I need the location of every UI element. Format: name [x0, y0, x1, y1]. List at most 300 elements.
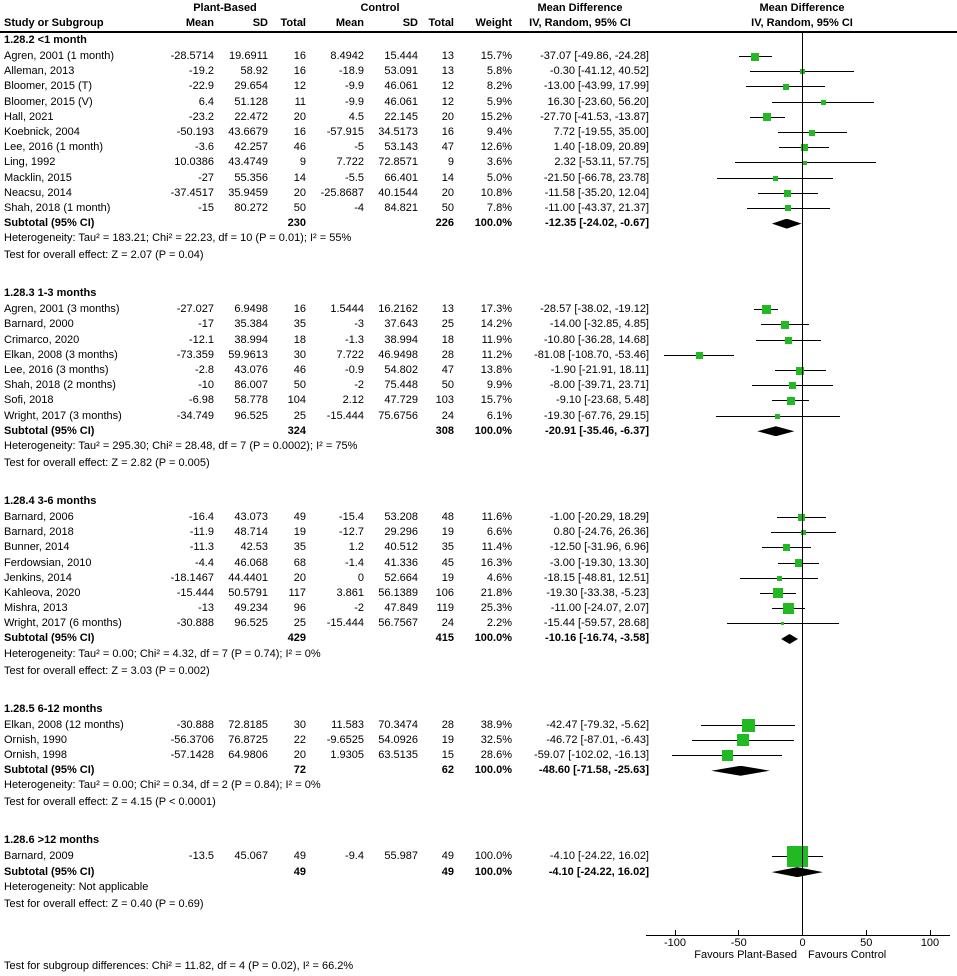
pb-mean: -12.1	[188, 333, 214, 346]
pb-total: 14	[293, 171, 306, 184]
pb-sd: 35.9459	[228, 186, 268, 199]
subtotal-weight: 100.0%	[474, 764, 512, 777]
axis-tick	[930, 930, 931, 936]
method-header-text-col: IV, Random, 95% CI	[529, 17, 631, 29]
control-mean: 7.722	[336, 348, 364, 361]
pb-mean: -34.749	[176, 409, 214, 422]
pb-sd: 44.4401	[228, 571, 268, 584]
md-ci-text: -11.00 [-43.37, 21.37]	[544, 201, 649, 214]
control-mean: -25.8687	[320, 186, 364, 199]
study-row	[0, 601, 957, 616]
subtotal-label: Subtotal (95% CI)	[4, 424, 95, 437]
section-title: 1.28.6 >12 months	[4, 834, 100, 847]
pb-sd: 76.8725	[228, 733, 268, 746]
effect-marker	[773, 176, 778, 181]
control-mean: -18.9	[338, 65, 364, 78]
md-ci-text: -19.30 [-67.76, 29.15]	[543, 409, 649, 422]
md-ci-text: -37.07 [-49.86, -24.28]	[540, 50, 649, 62]
pb-mean: 6.4	[198, 95, 214, 108]
overall-effect-row	[0, 795, 957, 812]
control-total: 13	[441, 303, 454, 316]
subtotal-row	[0, 216, 957, 231]
control-sd: 47.849	[384, 602, 418, 615]
pb-total: 117	[288, 586, 306, 599]
pb-sd: 96.525	[234, 409, 268, 422]
weight-value: 11.6%	[481, 510, 512, 523]
weight-value: 4.6%	[486, 571, 512, 584]
forest-rows	[0, 33, 957, 914]
section-title: 1.28.5 6-12 months	[4, 702, 103, 715]
control-total: 20	[441, 186, 454, 199]
study-row	[0, 393, 957, 408]
pb-mean: -28.5714	[170, 50, 214, 62]
pb-sd: 48.714	[234, 526, 268, 539]
study-name: Crimarco, 2020	[4, 333, 80, 346]
control-sd: 75.448	[384, 379, 418, 392]
control-total: 49	[441, 850, 454, 863]
section-title-row	[0, 494, 957, 510]
weight-value: 21.8%	[480, 586, 512, 599]
control-sd: 66.401	[384, 171, 418, 184]
effect-header-text-col: Mean Difference	[537, 2, 623, 14]
overall-effect-text: Test for overall effect: Z = 4.15 (P < 0.0001)	[4, 796, 216, 809]
study-name: Barnard, 2018	[4, 526, 74, 539]
subtotal-pb-total: 49	[293, 865, 306, 878]
subtotal-weight: 100.0%	[474, 632, 512, 645]
control-sd: 63.5135	[378, 749, 418, 761]
control-total: 18	[441, 333, 454, 346]
pb-mean: -10	[198, 379, 214, 392]
pb-total: 20	[293, 186, 306, 199]
subtotal-pb-total: 429	[287, 632, 306, 645]
md-ci-text: 7.72 [-19.55, 35.00]	[553, 125, 649, 138]
pb-sd: 50.5791	[228, 586, 268, 599]
study-name: Lee, 2016 (1 month)	[4, 141, 104, 154]
study-name: Agren, 2001 (3 months)	[4, 303, 120, 316]
control-total: 24	[441, 409, 454, 422]
pb-mean: -37.4517	[170, 186, 214, 199]
control-sd-header: SD	[402, 17, 418, 29]
pb-sd: 55.356	[234, 171, 268, 184]
md-ci-text: -42.47 [-79.32, -5.62]	[546, 718, 649, 731]
control-total: 50	[441, 201, 454, 214]
control-mean: 7.722	[336, 156, 364, 169]
effect-marker	[784, 190, 791, 197]
control-sd: 41.336	[384, 556, 418, 569]
weight-header: Weight	[475, 17, 512, 29]
overall-effect-row	[0, 248, 957, 265]
section-spacer	[0, 681, 957, 702]
study-column-header: Study or Subgroup	[4, 17, 104, 29]
pb-mean: -3.6	[195, 141, 214, 154]
pb-mean: -50.193	[176, 125, 214, 138]
control-total: 50	[441, 379, 454, 392]
study-name: Mishra, 2013	[4, 602, 68, 615]
pb-total: 16	[293, 50, 306, 62]
subtotal-control-total: 415	[435, 632, 454, 645]
control-sd: 75.6756	[378, 409, 418, 422]
axis-tick-label: 50	[860, 936, 873, 949]
subtotal-md-ci-text: -10.16 [-16.74, -3.58]	[545, 632, 649, 645]
pb-total: 19	[293, 526, 306, 539]
weight-value: 6.6%	[486, 526, 512, 539]
control-mean: -5.5	[345, 171, 364, 184]
study-name: Agren, 2001 (1 month)	[4, 50, 115, 62]
study-name: Ling, 1992	[4, 156, 56, 169]
effect-marker	[696, 352, 703, 359]
section-title: 1.28.2 <1 month	[4, 34, 87, 46]
pb-mean: -11.9	[189, 526, 214, 539]
subtotal-diamond	[772, 867, 823, 877]
study-name: Neacsu, 2014	[4, 186, 72, 199]
md-ci-text: -3.00 [-19.30, 13.30]	[549, 556, 649, 569]
study-name: Barnard, 2006	[4, 510, 74, 523]
pb-total: 30	[293, 348, 306, 361]
heterogeneity-row	[0, 778, 957, 795]
pb-total: 9	[299, 156, 306, 169]
control-mean: -5	[354, 141, 364, 154]
study-row	[0, 733, 957, 748]
md-ci-text: -8.00 [-39.71, 23.71]	[549, 379, 649, 392]
weight-value: 9.9%	[486, 379, 512, 392]
pb-mean: -13	[198, 602, 214, 615]
pb-sd: 96.525	[234, 617, 268, 630]
section-title: 1.28.3 1-3 months	[4, 287, 97, 300]
control-sd: 29.296	[384, 526, 418, 539]
heterogeneity-text: Heterogeneity: Tau² = 0.00; Chi² = 4.32, df = 7 (P = 0.74); I² = 0%	[4, 647, 321, 660]
control-total: 19	[441, 571, 454, 584]
study-row	[0, 140, 957, 155]
control-mean: -12.7	[338, 526, 364, 539]
study-row	[0, 363, 957, 378]
pb-total: 18	[293, 333, 306, 346]
study-name: Macklin, 2015	[4, 171, 72, 184]
control-mean: 0	[357, 571, 364, 584]
study-row	[0, 64, 957, 79]
md-ci-text: 16.30 [-23.60, 56.20]	[547, 95, 649, 108]
overall-effect-row	[0, 664, 957, 681]
control-total: 12	[441, 80, 454, 93]
weight-value: 12.6%	[480, 141, 512, 154]
pb-mean: -27.027	[176, 303, 214, 316]
subtotal-row	[0, 865, 957, 880]
pb-sd: 51.128	[234, 95, 268, 108]
study-row	[0, 155, 957, 170]
section-title-row	[0, 702, 957, 718]
study-row	[0, 586, 957, 601]
control-mean: -2	[354, 602, 364, 615]
effect-marker	[737, 734, 749, 746]
control-sd: 40.1544	[378, 186, 418, 199]
pb-mean: -17	[198, 318, 214, 331]
study-name: Hall, 2021	[4, 110, 54, 123]
section-title-row	[0, 33, 957, 49]
study-row	[0, 510, 957, 525]
weight-value: 8.2%	[486, 80, 512, 93]
weight-value: 7.8%	[486, 201, 512, 214]
overall-effect-text: Test for overall effect: Z = 0.40 (P = 0.69)	[4, 897, 204, 910]
effect-marker	[781, 622, 784, 625]
pb-mean: -11.3	[189, 541, 214, 554]
pb-sd: 19.6911	[229, 50, 268, 62]
favours-left-label: Favours Plant-Based	[694, 948, 797, 961]
subtotal-row	[0, 424, 957, 439]
heterogeneity-row	[0, 231, 957, 248]
effect-marker	[751, 53, 759, 61]
pb-total: 35	[293, 541, 306, 554]
axis-tick-label: -50	[730, 936, 747, 949]
pb-total: 30	[293, 718, 306, 731]
pb-sd: 80.272	[234, 201, 268, 214]
pb-sd: 6.9498	[234, 303, 268, 316]
weight-value: 100.0%	[474, 850, 512, 863]
pb-sd: 22.472	[234, 110, 268, 123]
heterogeneity-text: Heterogeneity: Not applicable	[4, 880, 149, 893]
pb-total: 11	[294, 95, 306, 108]
study-name: Barnard, 2009	[4, 850, 74, 863]
effect-marker	[722, 750, 733, 761]
control-sd: 52.664	[384, 571, 418, 584]
control-total: 19	[441, 526, 454, 539]
pb-sd: 59.9613	[228, 348, 268, 361]
effect-marker	[763, 113, 771, 121]
control-total: 24	[441, 617, 454, 630]
weight-value: 5.0%	[486, 171, 512, 184]
md-ci-text: -12.50 [-31.96, 6.96]	[549, 541, 649, 554]
control-total: 20	[441, 110, 454, 123]
md-ci-text: -9.10 [-23.68, 5.48]	[556, 394, 649, 407]
zero-reference-line	[802, 33, 803, 935]
control-total: 13	[441, 50, 454, 62]
subtotal-pb-total: 72	[293, 764, 306, 777]
pb-mean: -23.2	[188, 110, 214, 123]
x-axis	[0, 914, 957, 961]
control-sd: 53.143	[384, 141, 418, 154]
study-row	[0, 556, 957, 571]
study-row	[0, 378, 957, 393]
pb-mean: -15.444	[176, 586, 214, 599]
weight-value: 15.7%	[480, 50, 512, 62]
pb-mean: 10.0386	[174, 156, 214, 169]
effect-marker	[762, 305, 771, 314]
study-row	[0, 302, 957, 317]
md-ci-text: -59.07 [-102.02, -16.13]	[534, 749, 649, 761]
subtotal-weight: 100.0%	[474, 217, 512, 230]
study-row	[0, 348, 957, 363]
pb-total: 22	[293, 733, 306, 746]
control-mean: -4	[354, 201, 364, 214]
control-sd: 40.512	[384, 541, 418, 554]
md-ci-text: -28.57 [-38.02, -19.12]	[540, 303, 649, 316]
axis-tick	[866, 930, 867, 936]
pb-total: 25	[293, 617, 306, 630]
axis-tick	[675, 930, 676, 936]
control-sd: 16.2162	[378, 303, 418, 316]
control-mean: 4.5	[348, 110, 364, 123]
section-spacer	[0, 473, 957, 494]
heterogeneity-text: Heterogeneity: Tau² = 0.00; Chi² = 0.34, df = 2 (P = 0.84); I² = 0%	[4, 779, 321, 792]
pb-total: 50	[293, 201, 306, 214]
weight-value: 16.3%	[480, 556, 512, 569]
pb-sd: 58.778	[234, 394, 268, 407]
weight-value: 14.2%	[480, 318, 512, 331]
study-name: Bunner, 2014	[4, 541, 70, 554]
pb-mean: -6.98	[188, 394, 214, 407]
control-sd: 53.208	[384, 510, 418, 523]
md-ci-text: -81.08 [-108.70, -53.46]	[534, 348, 649, 361]
group1-header: Plant-Based	[193, 2, 257, 14]
control-total: 47	[441, 141, 454, 154]
group2-header: Control	[360, 2, 400, 14]
section-title: 1.28.4 3-6 months	[4, 494, 97, 507]
study-name: Kahleova, 2020	[4, 586, 81, 599]
control-mean: -15.444	[326, 409, 364, 422]
study-name: Barnard, 2000	[4, 318, 74, 331]
md-ci-text: -10.80 [-36.28, 14.68]	[543, 333, 649, 346]
study-row	[0, 125, 957, 140]
md-ci-text: -1.90 [-21.91, 18.11]	[550, 364, 649, 376]
study-name: Shah, 2018 (1 month)	[4, 201, 111, 214]
weight-value: 10.8%	[480, 186, 512, 199]
pb-sd: 72.8185	[228, 718, 268, 731]
control-total: 19	[441, 733, 454, 746]
pb-sd: 42.53	[240, 541, 268, 554]
weight-value: 11.9%	[481, 333, 512, 346]
md-ci-text: 0.80 [-24.76, 26.36]	[553, 526, 649, 539]
control-total: 15	[441, 749, 454, 761]
pb-sd: 43.076	[234, 364, 268, 376]
study-row	[0, 748, 957, 763]
control-total: 28	[441, 718, 454, 731]
control-sd: 37.643	[384, 318, 418, 331]
study-row	[0, 540, 957, 555]
effect-marker	[742, 719, 755, 732]
pb-mean: -30.888	[176, 617, 214, 630]
effect-marker	[783, 603, 794, 614]
weight-value: 28.6%	[480, 749, 512, 761]
effect-marker	[809, 130, 815, 136]
weight-value: 17.3%	[480, 303, 512, 316]
weight-value: 32.5%	[480, 733, 512, 746]
md-ci-text: -14.00 [-32.85, 4.85]	[549, 318, 649, 331]
subtotal-pb-total: 230	[287, 217, 306, 230]
pb-mean: -57.1428	[170, 749, 214, 761]
control-sd: 56.7567	[378, 617, 418, 630]
study-name: Shah, 2018 (2 months)	[4, 379, 116, 392]
pb-mean-header: Mean	[185, 17, 214, 29]
control-sd: 22.145	[384, 110, 418, 123]
control-mean: 11.583	[331, 718, 364, 731]
control-sd: 55.987	[384, 850, 418, 863]
study-row	[0, 79, 957, 94]
md-ci-text: -4.10 [-24.22, 16.02]	[549, 850, 649, 863]
control-mean: 2.12	[342, 394, 364, 407]
md-ci-text: -18.15 [-48.81, 12.51]	[543, 571, 649, 584]
md-ci-text: -27.70 [-41.53, -13.87]	[540, 110, 649, 123]
header-group-row	[0, 0, 957, 16]
control-sd: 47.729	[384, 394, 418, 407]
control-total: 47	[441, 364, 454, 376]
control-total: 28	[441, 348, 454, 361]
subtotal-diamond	[772, 219, 802, 229]
control-sd: 46.061	[384, 80, 418, 93]
pb-sd: 42.257	[234, 141, 268, 154]
study-row	[0, 201, 957, 216]
study-name: Ferdowsian, 2010	[4, 556, 92, 569]
weight-value: 11.2%	[481, 348, 512, 361]
pb-mean: -30.888	[176, 718, 214, 731]
effect-marker	[785, 205, 791, 211]
study-row	[0, 317, 957, 332]
study-row	[0, 110, 957, 125]
pb-total: 46	[293, 364, 306, 376]
heterogeneity-text: Heterogeneity: Tau² = 183.21; Chi² = 22.23, df = 10 (P = 0.01); I² = 55%	[4, 232, 352, 245]
control-mean: -1.4	[345, 556, 364, 569]
pb-sd: 64.9806	[228, 749, 268, 761]
subtotal-md-ci-text: -4.10 [-24.22, 16.02]	[548, 865, 649, 878]
subtotal-diamond	[781, 634, 798, 644]
subgroup-differences-note: Test for subgroup differences: Chi² = 11.82, df = 4 (P = 0.02), I² = 66.2%	[4, 959, 354, 972]
weight-value: 38.9%	[480, 718, 512, 731]
study-name: Jenkins, 2014	[4, 571, 72, 584]
subtotal-md-ci-text: -48.60 [-71.58, -25.63]	[538, 764, 649, 777]
pb-total: 25	[293, 409, 306, 422]
axis-tick-label: -100	[663, 936, 687, 949]
section-title-row	[0, 833, 957, 849]
control-mean: -1.3	[345, 333, 364, 346]
heterogeneity-row	[0, 647, 957, 664]
subtotal-control-total: 226	[435, 217, 454, 230]
effect-marker	[775, 414, 780, 419]
subtotal-label: Subtotal (95% CI)	[4, 217, 95, 230]
md-ci-text: -11.00 [-24.07, 2.07]	[550, 602, 649, 615]
study-row	[0, 186, 957, 201]
subtotal-label: Subtotal (95% CI)	[4, 632, 95, 645]
effect-marker	[783, 84, 789, 90]
study-row	[0, 525, 957, 540]
control-mean: -57.915	[326, 125, 364, 138]
heterogeneity-row	[0, 439, 957, 456]
md-ci-text: -11.58 [-35.20, 12.04]	[544, 186, 649, 199]
study-name: Ornish, 1998	[4, 749, 67, 761]
overall-effect-text: Test for overall effect: Z = 2.07 (P = 0.04)	[4, 249, 204, 262]
axis-tick	[738, 930, 739, 936]
control-sd: 72.8571	[378, 156, 418, 169]
effect-marker	[781, 321, 789, 329]
md-ci-text: -13.00 [-43.99, 17.99]	[543, 80, 649, 93]
study-row	[0, 616, 957, 631]
control-mean: 1.5444	[330, 303, 364, 316]
control-mean: -9.6525	[326, 733, 364, 746]
method-header-plot-col: IV, Random, 95% CI	[751, 17, 853, 29]
pb-sd: 43.4749	[228, 156, 268, 169]
favours-right-label: Favours Control	[808, 948, 887, 961]
control-mean: -15.4	[338, 510, 364, 523]
heterogeneity-row	[0, 880, 957, 897]
subtotal-diamond	[711, 766, 770, 776]
control-mean: 1.2	[348, 541, 364, 554]
pb-mean: -16.4	[188, 510, 214, 523]
effect-header-plot-col: Mean Difference	[759, 2, 845, 14]
control-sd: 34.5173	[378, 125, 418, 138]
subtotal-weight: 100.0%	[474, 865, 512, 878]
control-mean: -0.9	[345, 364, 364, 376]
control-sd: 84.821	[384, 201, 418, 214]
md-ci-text: -1.00 [-20.29, 18.29]	[549, 510, 649, 523]
control-total: 35	[441, 541, 454, 554]
overall-effect-text: Test for overall effect: Z = 3.03 (P = 0.002)	[4, 664, 210, 677]
study-row	[0, 95, 957, 110]
